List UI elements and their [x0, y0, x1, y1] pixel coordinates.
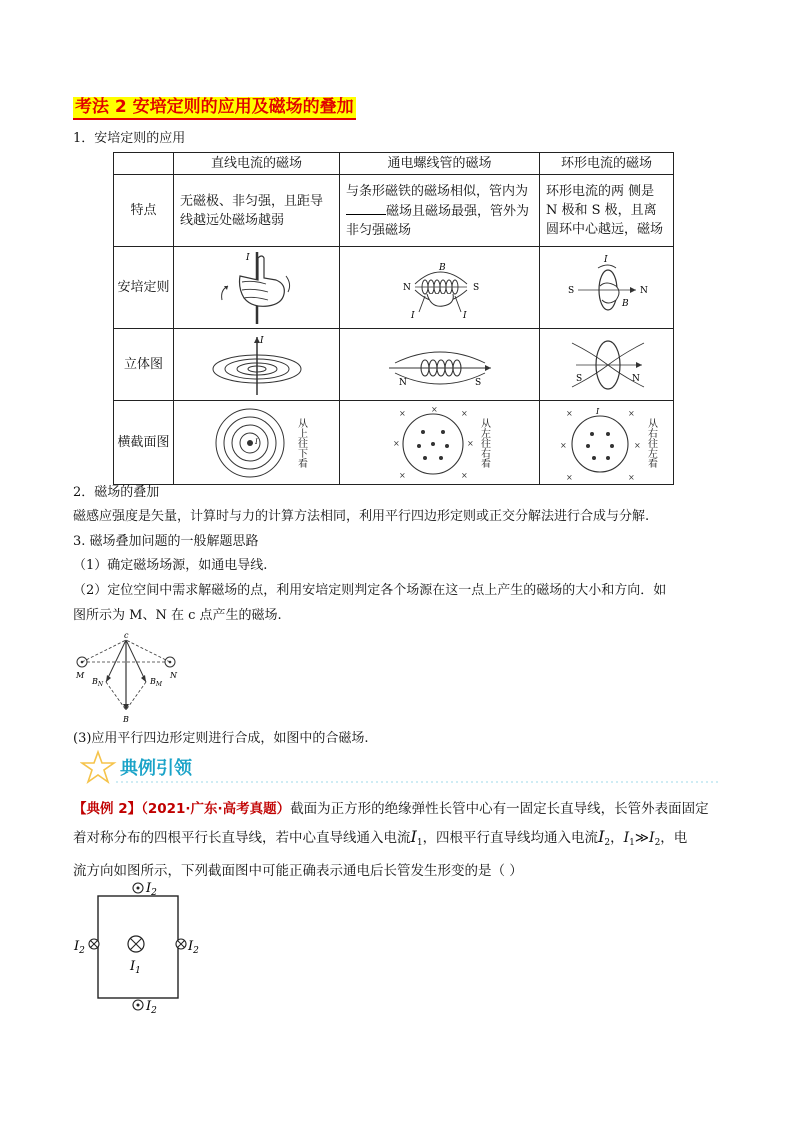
svg-text:×: ×: [627, 408, 635, 418]
loop-3d-figure: [552, 333, 662, 397]
example-source: （2021·广东·高考真题）: [141, 801, 291, 817]
cross-section-figure: [70, 878, 210, 1018]
features-loop: 环形电流的两 侧是 N 极和 S 极，且离圆环中心越远，磁场: [546, 184, 664, 237]
row-label-3d: 立体图: [114, 329, 174, 401]
section2-label: 2．磁场的叠加: [73, 485, 160, 500]
label-S: S: [474, 377, 481, 388]
svg-text:×: ×: [398, 408, 406, 418]
features-solenoid: 与条形磁铁的磁场相似，管内为磁场且磁场最强，管外为非匀强磁场: [346, 183, 530, 238]
example-text2a: 着对称分布的四根平行长直导线，若中心直导线通入电流: [73, 830, 411, 846]
label-I-right: I: [462, 310, 467, 321]
label-right: $I_2$: [188, 939, 199, 956]
label-center: $I_1$: [130, 959, 141, 976]
table-header-straight: 直线电流的磁场: [174, 153, 340, 175]
label-B: B: [438, 262, 446, 273]
table-header-loop: 环形电流的磁场: [540, 153, 674, 175]
section3-step3: (3)应用平行四边形定则进行合成，如图中的合磁场.: [73, 731, 369, 746]
svg-text:×: ×: [460, 470, 468, 480]
table-row-features: [114, 175, 674, 247]
straight-wire-3d-figure: [202, 333, 312, 397]
svg-text:×: ×: [565, 472, 573, 482]
label-M: M: [76, 671, 85, 680]
straight-wire-hand-figure: [202, 250, 312, 326]
svg-text:×: ×: [466, 438, 474, 448]
label-N: N: [170, 671, 177, 680]
svg-text:×: ×: [460, 408, 468, 418]
table-row-rule: [114, 247, 674, 329]
label-top: $I_2$: [146, 881, 157, 898]
table-row-3d: [114, 329, 674, 401]
section3-step2b: 图所示为 M、N 在 c 点产生的磁场.: [73, 608, 282, 623]
table-row-section: [114, 401, 674, 485]
table-header-solenoid: 通电螺线管的磁场: [340, 153, 540, 175]
label-B: B: [123, 715, 129, 724]
view-note-right-left: 从右往左看: [645, 417, 657, 468]
example-tag: 【典例 2】: [73, 801, 142, 817]
row-label-section: 横截面图: [114, 401, 174, 485]
example-text2b: ，四根平行直导线均通入电流: [422, 830, 599, 846]
section3-step1: （1）确定磁场场源，如通电导线.: [73, 558, 268, 573]
ampere-rule-table: [113, 152, 674, 485]
label-S: S: [472, 282, 479, 293]
row-label-features: 特点: [114, 175, 174, 247]
label-I: I: [259, 335, 264, 346]
table-header-empty: [114, 153, 174, 175]
straight-wire-section-figure: [208, 404, 292, 482]
svg-text:×: ×: [398, 470, 406, 480]
solenoid-section-figure: [391, 404, 475, 482]
label-bottom: $I_2$: [146, 999, 157, 1016]
label-I: I: [603, 254, 608, 265]
section1-label: 1．安培定则的应用: [73, 131, 186, 146]
label-N: N: [631, 373, 640, 384]
example-text3: 流方向如图所示，下列截面图中可能正确表示通电后长管发生形变的是（ ）: [73, 863, 523, 879]
svg-text:×: ×: [633, 440, 641, 450]
features-straight: 无磁极、非匀强，且距导线越远处磁场越弱: [180, 193, 324, 228]
banner-label: 典例引领: [120, 758, 192, 779]
solenoid-3d-figure: [375, 333, 505, 397]
label-c: c: [124, 632, 129, 640]
example-text1: 截面为正方形的绝缘弹性长管中心有一固定长直导线，长管外表面固定: [290, 801, 709, 817]
section3-step2a: （2）定位空间中需求解磁场的点，利用安培定则判定各个场源在这一点上产生的磁场的大小和方向．如: [73, 583, 667, 598]
view-note-top-down: 从上往下看: [295, 417, 307, 468]
section2-text: 磁感应强度是矢量，计算时与力的计算方法相同，利用平行四边形定则或正交分解法进行合成与分解.: [73, 509, 650, 524]
label-left: $I_2$: [74, 939, 85, 956]
label-B: B: [621, 298, 629, 309]
example-paragraph: 【典例 2】（2021·广东·高考真题）截面为正方形的绝缘弹性长管中心有一固定长直导线，长管外表面固定 着对称分布的四根平行长直导线，若中心直导线通入电流$I_1$，四根平行直导线均通入电流$I_2$，$I_1≫I_2$，电 流方向如图所示，下列截面图中可能正确表示通电后长管发生形变的是（ ）: [73, 795, 733, 885]
svg-text:×: ×: [392, 438, 400, 448]
section-heading: 考法 2 安培定则的应用及磁场的叠加: [73, 97, 356, 120]
svg-text:×: ×: [430, 404, 438, 414]
superposition-figure: [70, 632, 190, 724]
star-icon: [82, 752, 114, 782]
loop-section-figure: [558, 404, 642, 482]
label-S: S: [575, 373, 582, 384]
label-I: I: [254, 437, 258, 446]
fill-blank: [346, 201, 386, 215]
label-BM: $B_M$: [150, 677, 163, 688]
label-BN: $B_N$: [92, 677, 104, 688]
label-S: S: [567, 285, 574, 296]
section3-label: 3. 磁场叠加问题的一般解题思路: [73, 534, 259, 549]
label-N: N: [402, 282, 411, 293]
svg-text:I: I: [595, 406, 599, 416]
label-I-left: I: [410, 310, 415, 321]
table-header-row: [114, 153, 674, 175]
label-N: N: [639, 285, 648, 296]
loop-hand-figure: [552, 250, 662, 326]
label-I: I: [245, 252, 250, 263]
svg-text:×: ×: [627, 472, 635, 482]
view-note-left-right: 从左往右看: [478, 417, 490, 468]
banner-graphic: [80, 748, 730, 786]
example-banner: [80, 748, 730, 786]
svg-text:×: ×: [565, 408, 573, 418]
solenoid-hand-figure: [375, 250, 505, 326]
label-N: N: [398, 377, 407, 388]
row-label-rule: 安培定则: [114, 247, 174, 329]
svg-text:×: ×: [559, 440, 567, 450]
